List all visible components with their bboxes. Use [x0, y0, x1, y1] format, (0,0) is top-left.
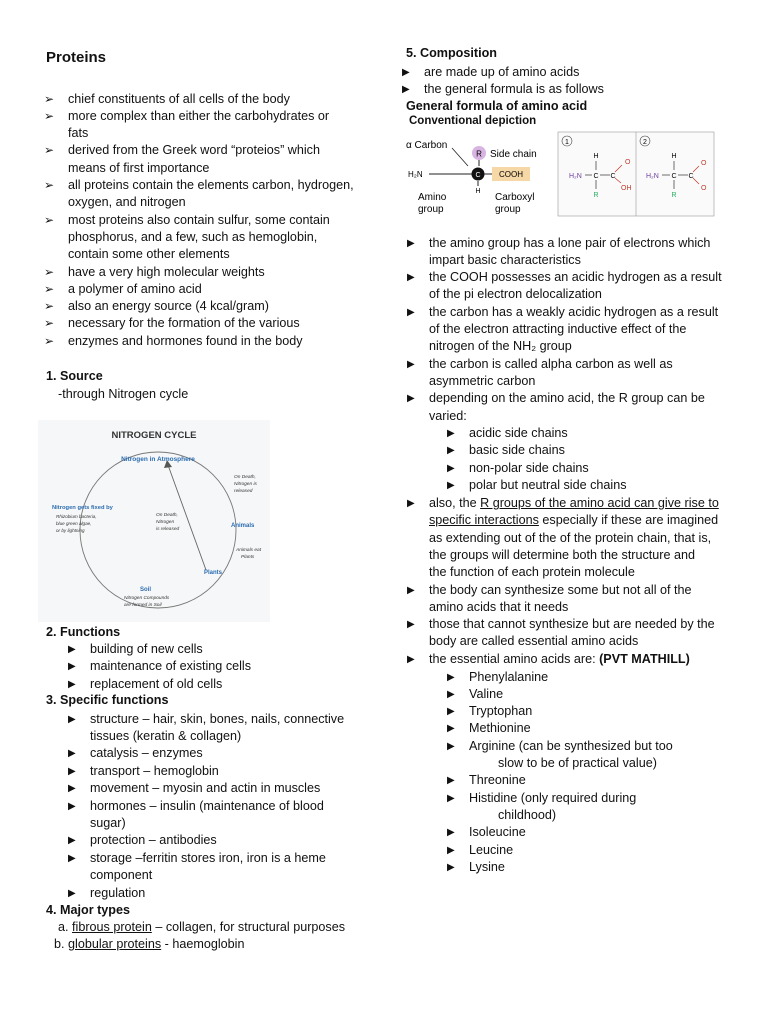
panel-1-label: 1 — [565, 139, 569, 146]
atmosphere-label: Nitrogen in Atmosphere — [121, 456, 195, 463]
intro-bullet: contain some other elements — [68, 247, 230, 262]
amino-acid-formula-figure — [404, 130, 718, 220]
major-types-heading: 4. Major types — [46, 903, 130, 917]
more-note: ▶ those that cannot synthesize but are needed by the — [429, 616, 715, 633]
essential-amino-acid: ▶ Arginine (can be synthesized but too — [469, 738, 673, 755]
r-group-item: ▶ acidic side chains — [469, 425, 568, 442]
essential-mnemonic: (PVT MATHILL) — [599, 652, 690, 666]
on-death-center-2: Nitrogen — [156, 520, 175, 525]
animals-label: Animals — [231, 523, 255, 529]
amino-note: of the electron attracting inductive effect of the — [429, 322, 687, 336]
interactions-line: the groups will determine both the structure and — [429, 547, 696, 562]
specific-function-item: ▶ storage –ferritin stores iron, iron is a heme — [90, 850, 326, 867]
interactions-underlined: R groups of the amino acid can give rise to — [480, 496, 719, 510]
essential-amino-acid: ▶ Threonine — [469, 772, 526, 789]
interactions-line: the function of each protein molecule — [429, 565, 635, 580]
essential-amino-acid: ▶ Leucine — [469, 842, 513, 859]
intro-bullet: fats — [68, 126, 89, 141]
amino-note: ▶ the COOH possesses an acidic hydrogen as a result — [429, 269, 722, 286]
more-note: amino acids that it needs — [429, 599, 569, 614]
intro-bullet: ➢ have a very high molecular weights — [68, 264, 265, 281]
amino-note: impart basic characteristics — [429, 252, 581, 267]
intro-bullet: ➢ chief constituents of all cells of the body — [68, 91, 290, 108]
p1-oh: OH — [621, 185, 632, 192]
soil-label: Soil — [140, 587, 152, 593]
more-note: ▶ the body can synthesize some but not all of the — [429, 582, 692, 599]
intro-bullet: phosphorus, and a few, such as hemoglobin, — [68, 229, 318, 244]
specific-function-item: sugar) — [90, 815, 126, 830]
fixed-by-label: Nitrogen gets fixed by — [52, 505, 113, 511]
p1-h2n: H₂N — [569, 173, 582, 180]
on-death-center-1: On Death, — [156, 513, 178, 518]
animals-eat-2: Plants — [241, 555, 255, 560]
cooh-symbol: COOH — [499, 170, 523, 179]
nitrogen-cycle-figure — [38, 420, 270, 622]
fixer-3: or by lightning — [56, 528, 85, 533]
r-group-item: ▶ polar but neutral side chains — [469, 477, 627, 494]
amino-note: asymmetric carbon — [429, 373, 536, 388]
specific-function-item: ▶ hormones – insulin (maintenance of blood — [90, 798, 324, 815]
source-heading: 1. Source — [46, 369, 103, 383]
more-note: body are called essential amino acids — [429, 634, 639, 649]
plants-label: Plants — [204, 570, 223, 576]
specific-function-item: ▶ catalysis – enzymes — [90, 745, 203, 762]
major-type-a: a. fibrous protein – collagen, for structural purposes — [58, 920, 346, 934]
function-item: ▶ maintenance of existing cells — [90, 658, 251, 675]
essential-amino-acid: ▶ Phenylalanine — [469, 669, 548, 686]
essential-amino-acid: ▶ Tryptophan — [469, 703, 532, 720]
composition-item: ▶ the general formula is as follows — [424, 81, 604, 98]
specific-functions-heading: 3. Specific functions — [46, 693, 169, 707]
formula-heading: General formula of amino acid — [406, 99, 588, 113]
formula-subheading: Conventional depiction — [409, 115, 537, 127]
intro-bullet: oxygen, and nitrogen — [68, 195, 186, 210]
side-chain-label: Side chain — [490, 149, 537, 160]
essential-amino-acid: ▶ Lysine — [469, 859, 505, 876]
animals-eat-1: Animals eat — [236, 548, 262, 553]
p2-c: C — [671, 173, 677, 180]
p1-c2: C — [610, 173, 616, 180]
amino-note: varied: — [429, 408, 467, 423]
source-text: -through Nitrogen cycle — [58, 387, 189, 401]
globular-proteins-term: globular proteins — [68, 937, 162, 951]
intro-bullet: ➢ a polymer of amino acid — [68, 281, 202, 298]
interactions-line: specific interactions especially if these are imagined — [429, 513, 719, 528]
intro-bullet: means of first importance — [68, 160, 210, 175]
amino-note: of the pi electron delocalization — [429, 287, 602, 302]
p2-h: H — [671, 153, 677, 160]
p2-h2n: H₂N — [646, 173, 659, 180]
h-symbol: H — [475, 188, 481, 195]
c-symbol: C — [475, 172, 481, 179]
essential-amino-acid: ▶ Histidine (only required during — [469, 790, 636, 807]
h2n-symbol: H₂N — [408, 170, 423, 179]
specific-function-item: component — [90, 868, 153, 883]
essential-intro: ▶ the essential amino acids are: (PVT MATHILL) — [429, 651, 690, 668]
on-death-right-3: released — [234, 489, 253, 494]
page-title: Proteins — [46, 49, 107, 66]
intro-bullet: ➢ derived from the Greek word “proteios” which — [68, 142, 320, 159]
amino-note: ▶ depending on the amino acid, the R group can be — [429, 390, 705, 407]
alpha-carbon-label: α Carbon — [406, 140, 448, 151]
r-symbol: R — [476, 149, 482, 159]
amino-note: ▶ the carbon has a weakly acidic hydrogen as a result — [429, 304, 718, 321]
function-item: ▶ replacement of old cells — [90, 676, 222, 693]
compounds-1: Nitrogen Compounds — [124, 596, 170, 601]
interactions-line: ▶ also, the R groups of the amino acid can give rise to — [429, 495, 719, 512]
nitrogen-cycle-title: NITROGEN CYCLE — [111, 430, 197, 441]
carboxyl-group-label-1: Carboxyl — [495, 192, 535, 203]
compounds-2: are formed in Soil — [124, 603, 162, 608]
amino-note: nitrogen of the NH₂ group — [429, 339, 572, 354]
function-item: ▶ building of new cells — [90, 641, 203, 658]
intro-bullet: ➢ more complex than either the carbohydrates or — [68, 108, 329, 125]
intro-bullet: ➢ most proteins also contain sulfur, some contain — [68, 212, 330, 229]
p2-o1: O — [701, 160, 707, 167]
specific-function-item: tissues (keratin & collagen) — [90, 728, 242, 743]
amino-note: ▶ the amino group has a lone pair of electrons which — [429, 235, 710, 252]
functions-heading: 2. Functions — [46, 625, 121, 639]
p2-r: R — [671, 192, 677, 199]
carboxyl-group-label-2: group — [495, 204, 521, 215]
composition-heading: 5. Composition — [406, 46, 497, 60]
specific-function-item: ▶ regulation — [90, 885, 145, 902]
intro-bullet: ➢ all proteins contain the elements carbon, hydrogen, — [68, 177, 354, 194]
essential-amino-acid: childhood) — [498, 807, 557, 822]
fixer-2: blue green algae, — [56, 521, 92, 526]
specific-interactions-term: specific interactions — [429, 513, 539, 528]
intro-bullet: ➢ enzymes and hormones found in the body — [68, 333, 303, 350]
interactions-line: as extending out of the of the protein chain, that is, — [429, 530, 712, 545]
major-type-b: b. globular proteins - haemoglobin — [54, 937, 245, 951]
p2-c2: C — [688, 173, 694, 180]
amino-group-label-2: group — [418, 204, 444, 215]
specific-function-item: ▶ structure – hair, skin, bones, nails, connective — [90, 711, 344, 728]
amino-group-label-1: Amino — [418, 192, 447, 203]
specific-function-item: ▶ transport – hemoglobin — [90, 763, 219, 780]
panel-2-label: 2 — [643, 139, 647, 146]
on-death-right-2: Nitrogen is — [234, 482, 257, 487]
specific-function-item: ▶ movement – myosin and actin in muscles — [90, 780, 320, 797]
r-group-item: ▶ non-polar side chains — [469, 460, 589, 477]
essential-amino-acid: slow to be of practical value) — [498, 756, 657, 770]
p1-o: O — [625, 159, 631, 166]
p1-c: C — [593, 173, 599, 180]
essential-amino-acid: ▶ Methionine — [469, 720, 531, 737]
p1-h: H — [593, 153, 599, 160]
on-death-center-3: is released — [156, 527, 180, 532]
essential-amino-acid: ▶ Valine — [469, 686, 503, 703]
p1-r: R — [593, 192, 599, 199]
intro-bullet: ➢ also an energy source (4 kcal/gram) — [68, 298, 269, 315]
intro-bullet: ➢ necessary for the formation of the various — [68, 315, 300, 332]
r-group-item: ▶ basic side chains — [469, 442, 565, 459]
on-death-right-1: On Death, — [234, 475, 256, 480]
essential-amino-acid: ▶ Isoleucine — [469, 824, 526, 841]
p2-o2: O — [701, 185, 707, 192]
fibrous-protein-term: fibrous protein — [72, 920, 152, 934]
amino-note: ▶ the carbon is called alpha carbon as well as — [429, 356, 673, 373]
specific-function-item: ▶ protection – antibodies — [90, 832, 217, 849]
fixer-1: Rhizobium bacteria, — [56, 514, 97, 519]
composition-item: ▶ are made up of amino acids — [424, 64, 579, 81]
